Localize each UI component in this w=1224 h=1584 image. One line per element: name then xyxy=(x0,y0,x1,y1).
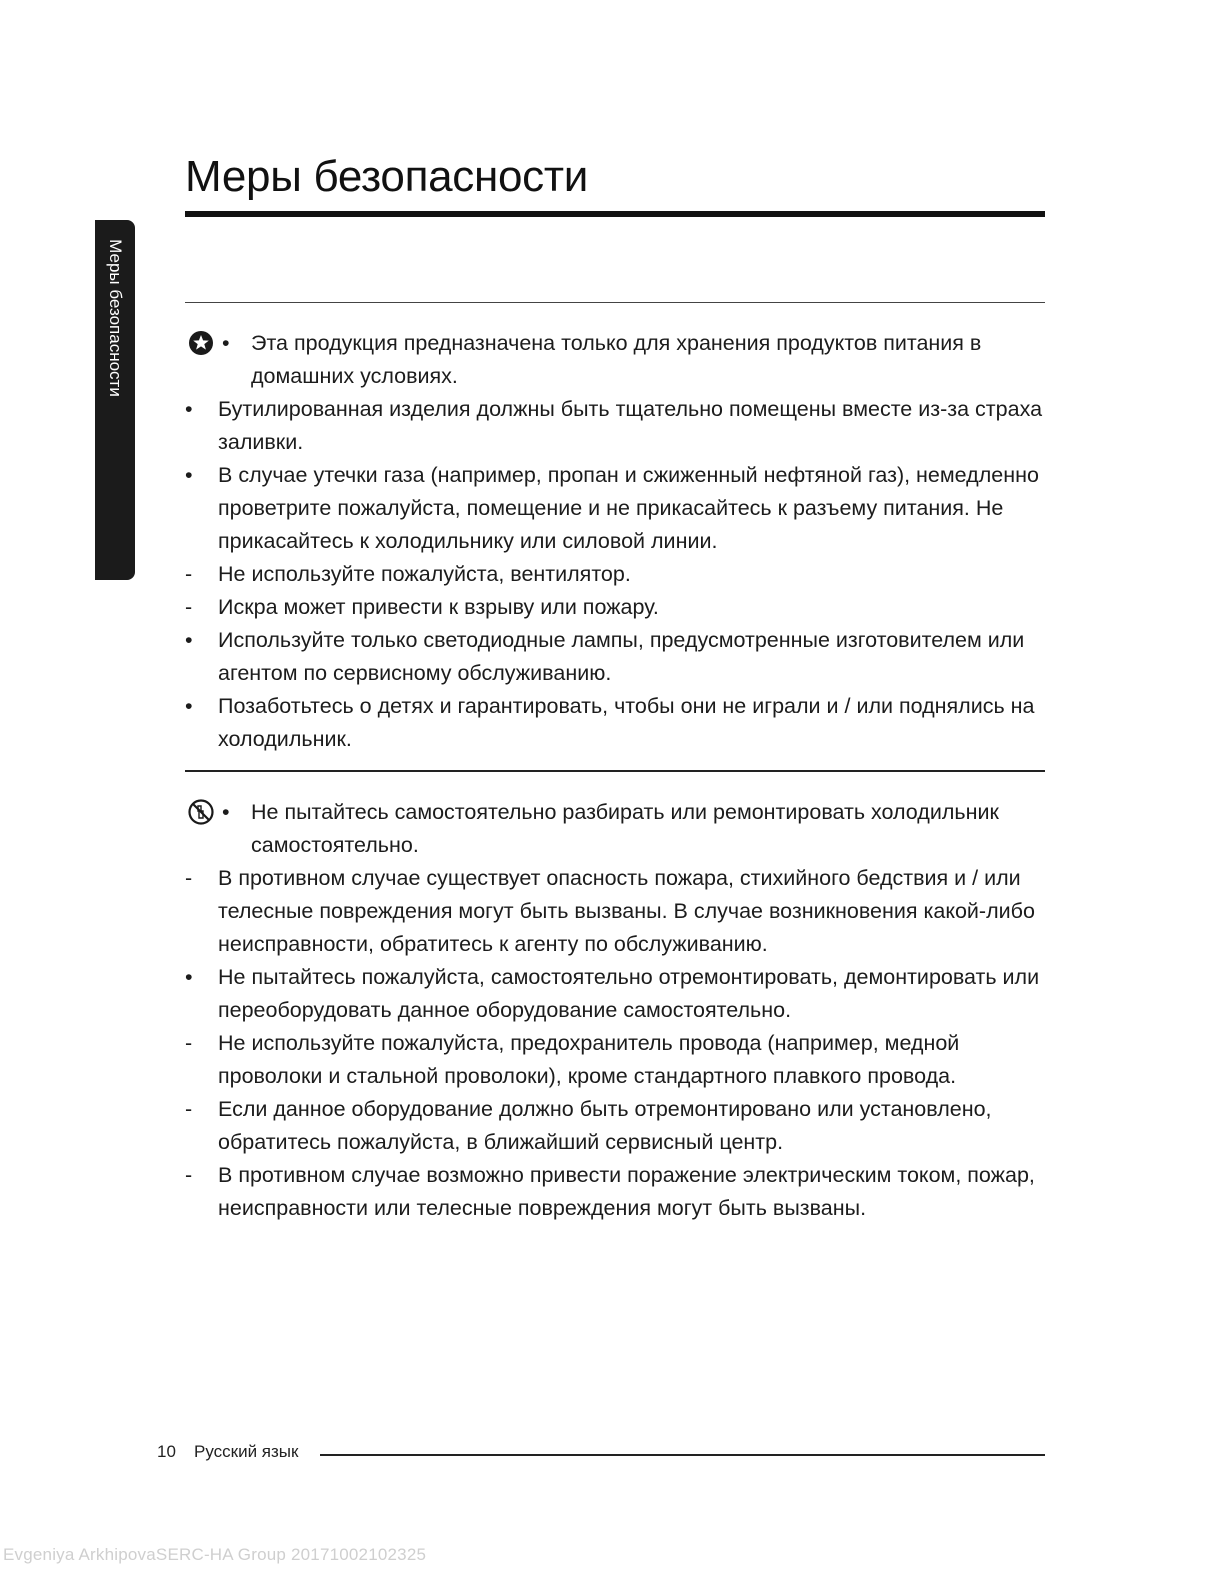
list-item: - В противном случае возможно привести поражение электрическим током, пожар, неисправности или телесные повреждения могут быть вызваны. xyxy=(185,1163,1035,1220)
watermark: Evgeniya ArkhipovaSERC-HA Group 20171002102325 xyxy=(3,1545,427,1564)
list-item: • Позаботьтесь о детях и гарантировать, чтобы они не играли и / или поднялись на холодильник. xyxy=(185,694,1035,751)
section-divider xyxy=(185,770,1045,772)
page-title: Меры безопасности xyxy=(185,152,588,201)
title-rule xyxy=(185,211,1045,217)
warning-section-2 xyxy=(185,796,1055,1225)
list-item: • Не пытайтесь самостоятельно разбирать или ремонтировать холодильник самостоятельно. xyxy=(222,800,999,857)
list-item: • Эта продукция предназначена только для хранения продуктов питания в домашних условиях. xyxy=(222,331,982,388)
list-item: - Не используйте пожалуйста, предохранитель провода (например, медной проволоки и стальной проволоки), кроме стандартного плавкого провода. xyxy=(185,1031,960,1088)
side-tab xyxy=(95,220,135,580)
list-item: - Искра может привести к взрыву или пожару. xyxy=(185,595,659,619)
list-item: - Не используйте пожалуйста, вентилятор. xyxy=(185,562,631,586)
section-divider xyxy=(185,302,1045,303)
list-item: - В противном случае существует опасность пожара, стихийного бедствия и / или телесные повреждения могут быть вызваны. В случае возникновения какой-либо неисправности, обратитесь к агенту по обслуживанию. xyxy=(185,866,1035,956)
side-tab-label: Меры безопасности xyxy=(106,239,125,397)
list-item: • Бутилированная изделия должны быть тщательно помещены вместе из-за страха заливки. xyxy=(185,397,1043,454)
list-item: - Если данное оборудование должно быть отремонтировано или установлено, обратитесь пожалуйста, в ближайший сервисный центр. xyxy=(185,1097,992,1154)
list-item: • Используйте только светодиодные лампы, предусмотренные изготовителем или агентом по сервисному обслуживанию. xyxy=(185,628,1025,685)
warning-section-1 xyxy=(185,327,1055,756)
footer-language: Русский язык xyxy=(194,1442,299,1461)
list-item: • Не пытайтесь пожалуйста, самостоятельно отремонтировать, демонтировать или переоборудовать данное оборудование самостоятельно. xyxy=(185,965,1040,1022)
page-number: 10 xyxy=(157,1442,176,1461)
list-item: • В случае утечки газа (например, пропан и сжиженный нефтяной газ), немедленно проветрите пожалуйста, помещение и не прикасайтесь к разъему питания. Не прикасайтесь к холодильнику или силовой линии. xyxy=(185,463,1039,553)
footer-rule xyxy=(320,1454,1045,1456)
